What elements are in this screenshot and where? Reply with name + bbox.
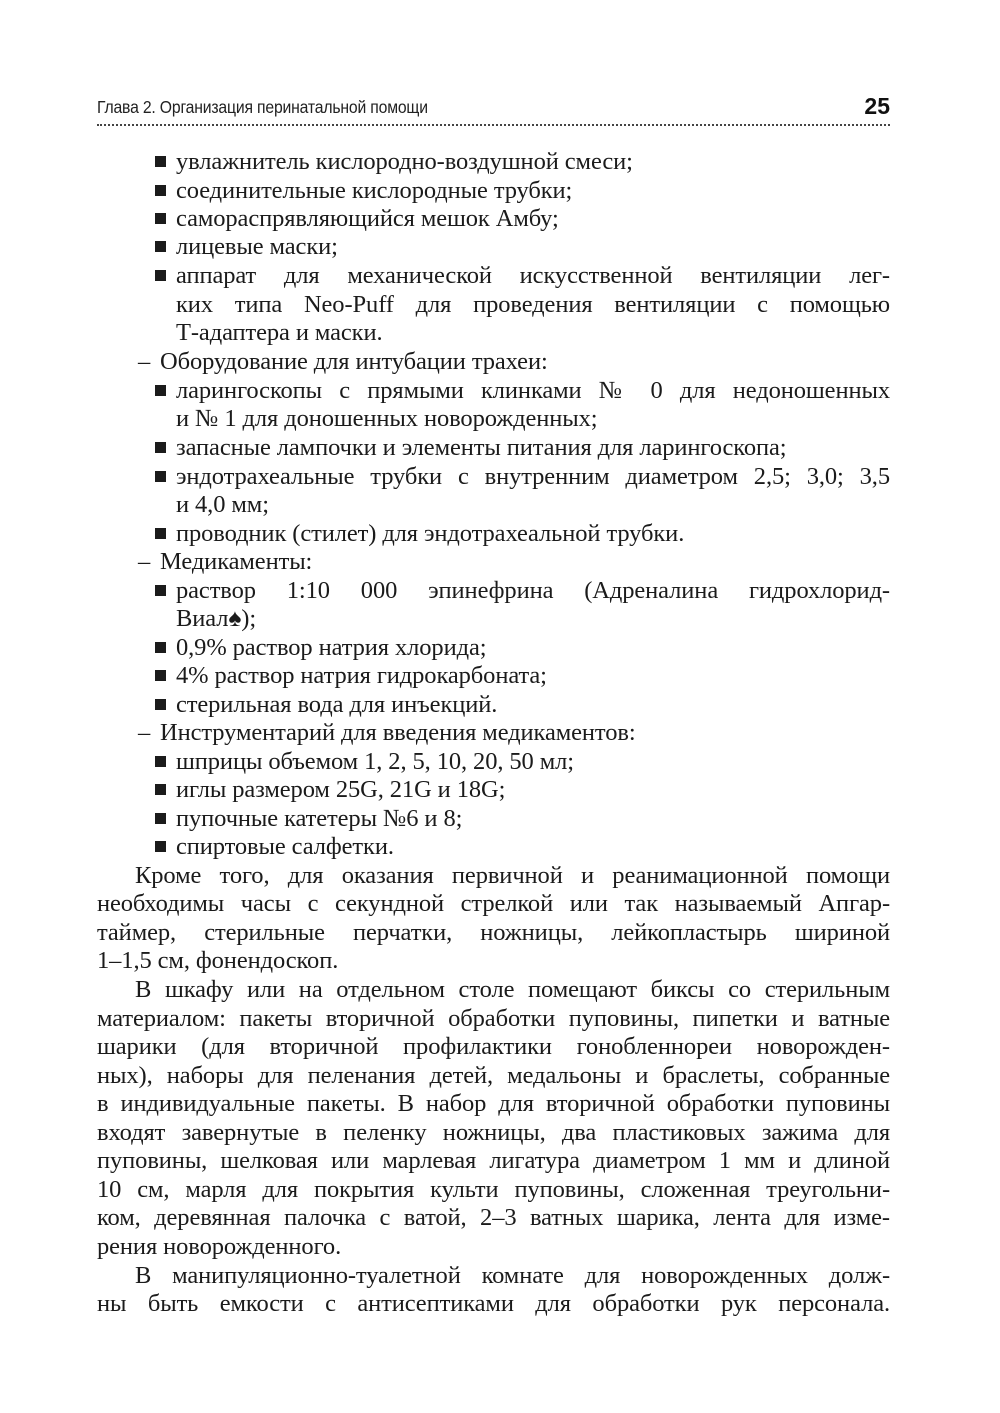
list-item: увлажнитель кислородно-воздушной смеси; (176, 148, 633, 175)
bullet-square-icon (155, 756, 166, 767)
paragraph-line: В шкафу или на отдельном столе помещают биксы со стерильным (135, 976, 890, 1003)
list-item: эндотрахеальные трубки с внутренним диаметром 2,5; 3,0; 3,5 (176, 463, 890, 490)
list-item-continuation: Т-адаптера и маски. (176, 319, 383, 346)
list-item: запасные лампочки и элементы питания для ларингоскопа; (176, 434, 787, 461)
paragraph-line: материалом: пакеты вторичной обработки пуповины, пипетки и ватные (97, 1005, 890, 1032)
paragraph-line: ных), наборы для пеленания детей, медальоны и браслеты, собранные (97, 1062, 890, 1089)
dash-marker: – (138, 548, 151, 575)
bullet-square-icon (155, 642, 166, 653)
header-dotted-rule (97, 124, 890, 126)
paragraph-line: в индивидуальные пакеты. В набор для вторичной обработки пуповины (97, 1090, 890, 1117)
bullet-square-icon (155, 528, 166, 539)
bullet-square-icon (155, 813, 166, 824)
list-item-continuation: и № 1 для доношенных новорожденных; (176, 405, 598, 432)
bullet-square-icon (155, 784, 166, 795)
list-item: 4% раствор натрия гидрокарбоната; (176, 662, 547, 689)
paragraph-line: Кроме того, для оказания первичной и реанимационной помощи (135, 862, 890, 889)
bullet-square-icon (155, 270, 166, 281)
list-item: 0,9% раствор натрия хлорида; (176, 634, 487, 661)
bullet-square-icon (155, 241, 166, 252)
list-item-continuation: ких типа Neo-Puff для проведения вентиляции с помощью (176, 291, 890, 318)
list-item: аппарат для механической искусственной вентиляции лег- (176, 262, 890, 289)
dash-marker: – (138, 348, 151, 375)
bullet-square-icon (155, 471, 166, 482)
list-item: иглы размером 25G, 21G и 18G; (176, 776, 506, 803)
bullet-square-icon (155, 699, 166, 710)
paragraph-line: шарики (для вторичной профилактики гонобленнореи новорожден- (97, 1033, 890, 1060)
bullet-square-icon (155, 442, 166, 453)
dash-marker: – (138, 719, 151, 746)
list-item-continuation: Виал♠); (176, 605, 257, 632)
list-item-continuation: и 4,0 мм; (176, 491, 269, 518)
paragraph-line: необходимы часы с секундной стрелкой или так называемый Апгар- (97, 890, 890, 917)
paragraph-line: рения новорожденного. (97, 1233, 342, 1260)
paragraph-line: ком, деревянная палочка с ватой, 2–3 ватных шарика, лента для изме- (97, 1204, 890, 1231)
list-item: раствор 1:10 000 эпинефрина (Адреналина гидрохлорид- (176, 577, 890, 604)
running-header (97, 93, 890, 127)
paragraph-line: 10 см, марля для покрытия культи пуповины, сложенная треугольни- (97, 1176, 890, 1203)
list-item: спиртовые салфетки. (176, 833, 394, 860)
list-heading: Инструментарий для введения медикаментов: (160, 719, 636, 746)
list-item: шприцы объемом 1, 2, 5, 10, 20, 50 мл; (176, 748, 574, 775)
list-item: соединительные кислородные трубки; (176, 177, 573, 204)
list-item: пупочные катетеры №6 и 8; (176, 805, 463, 832)
bullet-square-icon (155, 185, 166, 196)
paragraph-line: таймер, стерильные перчатки, ножницы, лейкопластырь шириной (97, 919, 890, 946)
bullet-square-icon (155, 385, 166, 396)
bullet-square-icon (155, 156, 166, 167)
list-item: самораспрявляющийся мешок Амбу; (176, 205, 559, 232)
list-item: лицевые маски; (176, 233, 338, 260)
paragraph-line: пуповины, шелковая или марлевая лигатура диаметром 1 мм и длиной (97, 1147, 890, 1174)
list-item: проводник (стилет) для эндотрахеальной трубки. (176, 520, 685, 547)
list-item: ларингоскопы с прямыми клинками № 0 для недоношенных (176, 377, 890, 404)
bullet-square-icon (155, 585, 166, 596)
paragraph-line: входят завернутые в пеленку ножницы, два пластиковых зажима для (97, 1119, 890, 1146)
list-item: стерильная вода для инъекций. (176, 691, 498, 718)
paragraph-line: ны быть емкости с антисептиками для обработки рук персонала. (97, 1290, 890, 1317)
bullet-square-icon (155, 841, 166, 852)
bullet-square-icon (155, 670, 166, 681)
paragraph-line: В манипуляционно-туалетной комнате для новорожденных долж- (135, 1262, 890, 1289)
list-heading: Оборудование для интубации трахеи: (160, 348, 548, 375)
paragraph-line: 1–1,5 см, фонендоскоп. (97, 947, 339, 974)
page-number: 25 (864, 93, 890, 119)
bullet-square-icon (155, 213, 166, 224)
chapter-title: Глава 2. Организация перинатальной помощи (97, 97, 428, 117)
list-heading: Медикаменты: (160, 548, 313, 575)
